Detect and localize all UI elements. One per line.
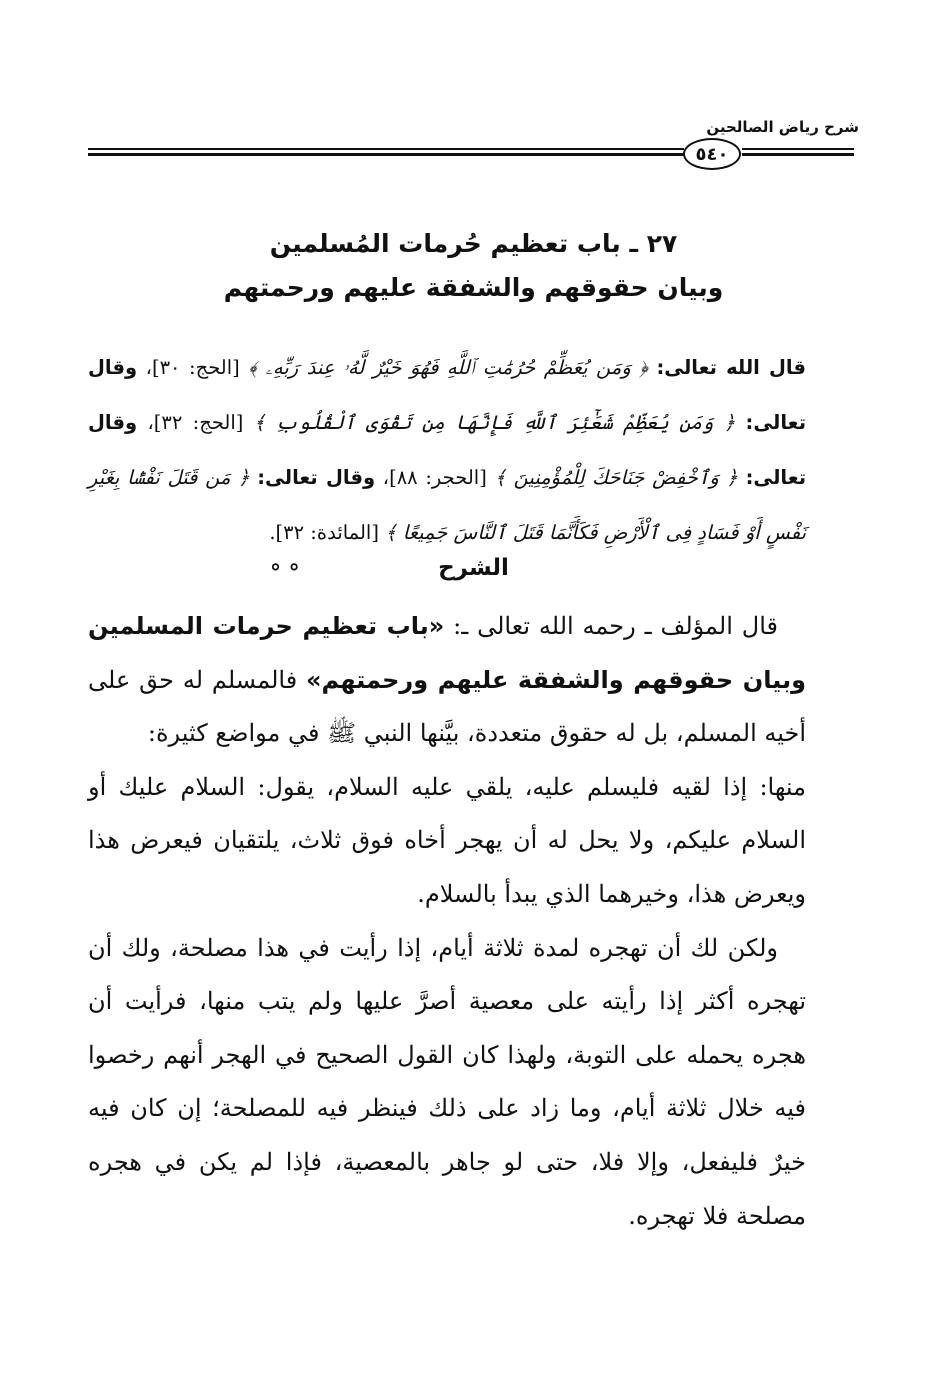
- citation-lead: قال الله تعالى:: [656, 356, 806, 379]
- paragraph-text: قال المؤلف ـ رحمه الله تعالى ـ:: [444, 612, 778, 640]
- quran-verse: ﴿ وَمَن يُعَظِّمْ شَعَٰٓئِرَ ٱللَّهِ فَإِنَّهَا مِن تَقْوَى ٱلْقُلُوبِ ﴾: [253, 411, 736, 434]
- citation-lead: وقال تعالى:: [88, 356, 807, 434]
- verse-reference: [المائدة: ٣٢].: [269, 521, 379, 544]
- header-rule-right: [742, 148, 854, 162]
- commentary-body: [88, 600, 806, 1243]
- citation-lead: وقال تعالى:: [88, 411, 807, 489]
- quran-verse: ﴿ وَمَن يُعَظِّمْ حُرُمَٰتِ ٱللَّهِ فَهُوَ خَيْرٌ لَّهُۥ عِندَ رَبِّهِۦ ﴾: [248, 356, 648, 379]
- quran-verse: ﴿ وَٱخْفِضْ جَنَاحَكَ لِلْمُؤْمِنِينَ ﴾: [494, 466, 738, 489]
- chapter-heading: [150, 222, 797, 310]
- quran-citations: [88, 340, 806, 560]
- chapter-heading-line-1: ٢٧ ـ باب تعظيم حُرمات المُسلمين: [269, 229, 678, 258]
- paragraph: ولكن لك أن تهجره لمدة ثلاثة أيام، إذا رأيت في هذا مصلحة، ولك أن تهجره أكثر إذا رأيته على معصية أصرَّ عليها ولم يتب منها، فرأيت أن هجره يحمله على التوبة، ولهذا كان القول الصحيح في الهجر أنهم رخصوا فيه خلال ثلاثة أيام، وما زاد على ذلك فينظر فيه للمصلحة؛ إن كان فيه خيرٌ فليفعل، وإلا فلا، حتى لو جاهر بالمعصية، فإذا لم يكن في هجره مصلحة فلا تهجره.: [88, 933, 806, 1230]
- paragraph: منها: إذا لقيه فليسلم عليه، يلقي عليه السلام، يقول: السلام عليك أو السلام عليكم، ولا يحل له أن يهجر أخاه فوق ثلاث، يلتقيان فيعرض هذا ويعرض هذا، وخيرهما الذي يبدأ بالسلام.: [88, 772, 806, 908]
- verse-reference: [الحج: ٣٢]،: [137, 411, 244, 434]
- decorative-dots: ° °: [270, 560, 300, 586]
- quoted-chapter-title: «باب تعظيم حرمات المسلمين وبيان حقوقهم والشفقة عليهم ورحمتهم»: [88, 612, 806, 694]
- running-title: شرح رياض الصالحين: [706, 118, 859, 136]
- citation-lead: وقال تعالى:: [257, 466, 376, 489]
- sharh-heading: الشرح: [438, 555, 509, 581]
- verse-reference: [الحجر: ٨٨]،: [375, 466, 487, 489]
- quran-verse: ﴿ مَن قَتَلَ نَفْسًۢا بِغَيْرِ نَفْسٍ أَوْ فَسَادٍ فِى ٱلْأَرْضِ فَكَأَنَّمَا قَتَلَ ٱلنَّاسَ جَمِيعًا ﴾: [88, 466, 806, 544]
- verse-reference: [الحج: ٣٠]،: [137, 356, 240, 379]
- page-number: ٥٤٠: [683, 138, 741, 170]
- header-rule-left: [88, 148, 684, 162]
- paragraph: [88, 600, 806, 761]
- chapter-heading-line-2: وبيان حقوقهم والشفقة عليهم ورحمتهم: [223, 273, 724, 302]
- paragraph-text: فالمسلم له حق على أخيه المسلم، بل له حقوق متعددة، بيَّنها النبي ﷺ في مواضع كثيرة:: [88, 665, 806, 748]
